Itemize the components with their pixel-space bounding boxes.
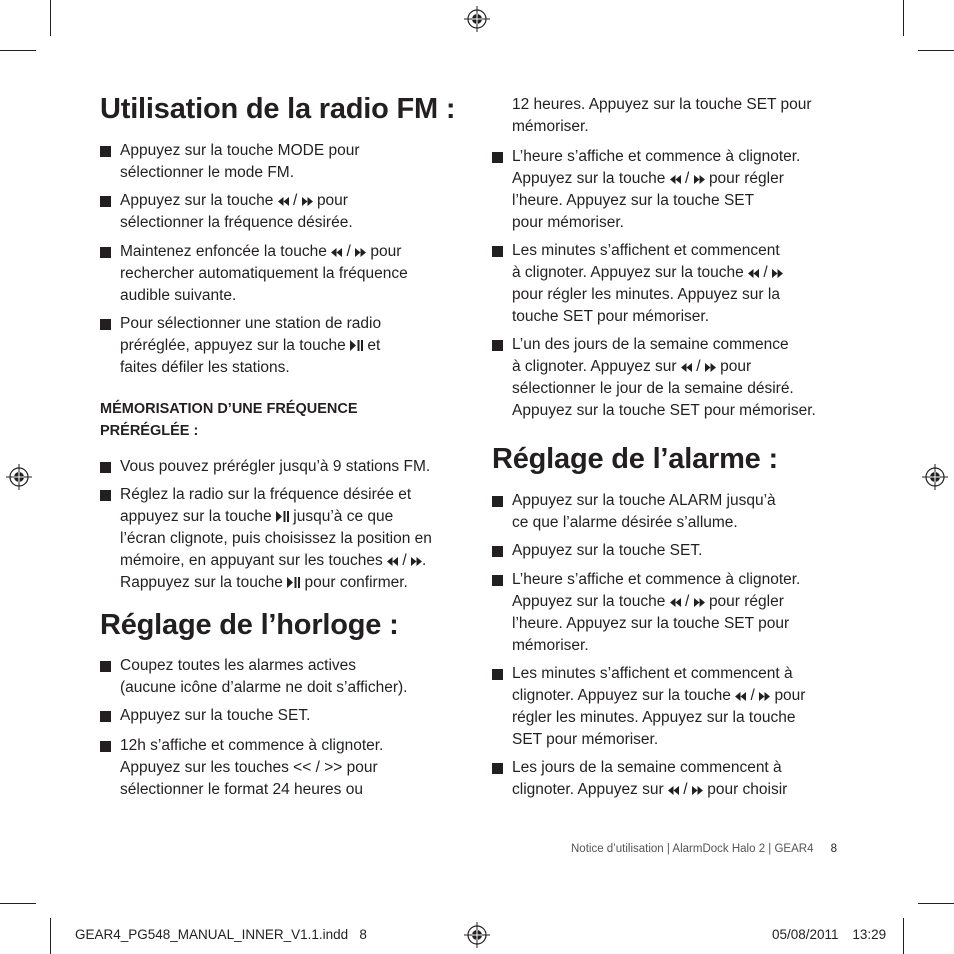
- list-item: Vous pouvez prérégler jusqu’à 9 stations FM.: [100, 456, 470, 478]
- rewind-icon: [278, 197, 289, 206]
- crop-mark: [50, 0, 51, 36]
- rewind-icon: [681, 363, 692, 372]
- bullet: [492, 152, 503, 163]
- running-footer: [571, 843, 837, 855]
- forward-icon: [759, 692, 770, 701]
- heading-fm-radio: Utilisation de la radio FM :: [100, 93, 456, 125]
- play-pause-icon: [287, 577, 300, 588]
- bullet: [100, 319, 111, 330]
- forward-icon: [772, 269, 783, 278]
- rewind-icon: [670, 175, 681, 184]
- footer-text: Notice d’utilisation | AlarmDock Halo 2 | GEAR4: [571, 843, 814, 855]
- crop-mark: [903, 918, 904, 954]
- crop-mark: [918, 50, 954, 51]
- crop-mark: [0, 50, 36, 51]
- bullet: [100, 661, 111, 672]
- list-item: Appuyez sur la touche / pour sélectionner la fréquence désirée.: [100, 190, 470, 234]
- heading-alarm: Réglage de l’alarme :: [492, 443, 778, 475]
- page-number: 8: [830, 843, 838, 855]
- list-item: 12h s’affiche et commence à clignoter. Appuyez sur les touches << / >> pour sélectionner le format 24 heures ou: [100, 735, 470, 801]
- bullet: [100, 462, 111, 473]
- bullet: [100, 490, 111, 501]
- list-item: Appuyez sur la touche MODE pour sélectionner le mode FM.: [100, 140, 470, 184]
- subheading-preset: MÉMORISATION D’UNE FRÉQUENCE PRÉRÉGLÉE :: [100, 401, 358, 439]
- bullet: [492, 246, 503, 257]
- bullet: [492, 546, 503, 557]
- list-item: Réglez la radio sur la fréquence désirée et appuyez sur la touche jusqu’à ce que l’écran clignote, puis choisissez la position en mémoire, en appuyant sur les touches / . Rappuyez sur la touche pour confirmer.: [100, 484, 470, 594]
- forward-icon: [694, 175, 705, 184]
- forward-icon: [355, 248, 366, 257]
- bullet: [492, 496, 503, 507]
- rewind-icon: [748, 269, 759, 278]
- bullet: [492, 669, 503, 680]
- bullet: [100, 741, 111, 752]
- play-pause-icon: [350, 340, 363, 351]
- list-item: Appuyez sur la touche SET.: [492, 540, 852, 562]
- left-column: [100, 0, 470, 954]
- bullet: [492, 763, 503, 774]
- slug-datetime: 05/08/2011 13:29: [772, 927, 887, 942]
- list-item: L’heure s’affiche et commence à clignoter. Appuyez sur la touche / pour régler l’heure. Appuyez sur la touche SET pour mémoriser.: [492, 569, 852, 657]
- crop-mark: [918, 903, 954, 904]
- rewind-icon: [668, 786, 679, 795]
- forward-icon: [692, 786, 703, 795]
- list-item: Maintenez enfoncée la touche / pour rechercher automatiquement la fréquence audible suivante.: [100, 241, 470, 307]
- continued-text: 12 heures. Appuyez sur la touche SET pour mémoriser.: [512, 96, 812, 135]
- list-item: L’un des jours de la semaine commence à clignoter. Appuyez sur / pour sélectionner le jour de la semaine désiré. Appuyez sur la touche SET pour mémoriser.: [492, 334, 852, 422]
- forward-icon: [705, 363, 716, 372]
- forward-icon: [411, 557, 422, 566]
- forward-icon: [694, 598, 705, 607]
- registration-mark-icon: [922, 464, 948, 490]
- list-item: Coupez toutes les alarmes actives (aucune icône d’alarme ne doit s’afficher).: [100, 655, 470, 699]
- bullet: [100, 711, 111, 722]
- forward-icon: [302, 197, 313, 206]
- list-item: Pour sélectionner une station de radio préréglée, appuyez sur la touche et faites défiler les stations.: [100, 313, 470, 379]
- bullet: [100, 247, 111, 258]
- slug-filename: GEAR4_PG548_MANUAL_INNER_V1.1.indd 8: [75, 927, 367, 942]
- crop-mark: [903, 0, 904, 36]
- crop-mark: [0, 903, 36, 904]
- right-column: [492, 0, 852, 954]
- crop-mark: [50, 918, 51, 954]
- bullet: [492, 340, 503, 351]
- rewind-icon: [670, 598, 681, 607]
- list-item: Les minutes s’affichent et commencent à clignoter. Appuyez sur la touche / pour régler les minutes. Appuyez sur la touche SET pour mémoriser.: [492, 240, 852, 328]
- rewind-icon: [735, 692, 746, 701]
- heading-clock: Réglage de l’horloge :: [100, 609, 399, 641]
- list-item: Appuyez sur la touche SET.: [100, 705, 470, 727]
- registration-mark-icon: [6, 464, 32, 490]
- list-item: L’heure s’affiche et commence à clignoter. Appuyez sur la touche / pour régler l’heure. Appuyez sur la touche SET pour mémoriser.: [492, 146, 852, 234]
- rewind-icon: [331, 248, 342, 257]
- list-item: Les jours de la semaine commencent à clignoter. Appuyez sur / pour choisir: [492, 757, 852, 801]
- bullet: [100, 146, 111, 157]
- rewind-icon: [387, 557, 398, 566]
- list-item: Les minutes s’affichent et commencent à clignoter. Appuyez sur la touche / pour régler les minutes. Appuyez sur la touche SET pour mémoriser.: [492, 663, 852, 751]
- play-pause-icon: [276, 511, 289, 522]
- bullet: [492, 575, 503, 586]
- list-item: Appuyez sur la touche ALARM jusqu’à ce que l’alarme désirée s’allume.: [492, 490, 852, 534]
- bullet: [100, 196, 111, 207]
